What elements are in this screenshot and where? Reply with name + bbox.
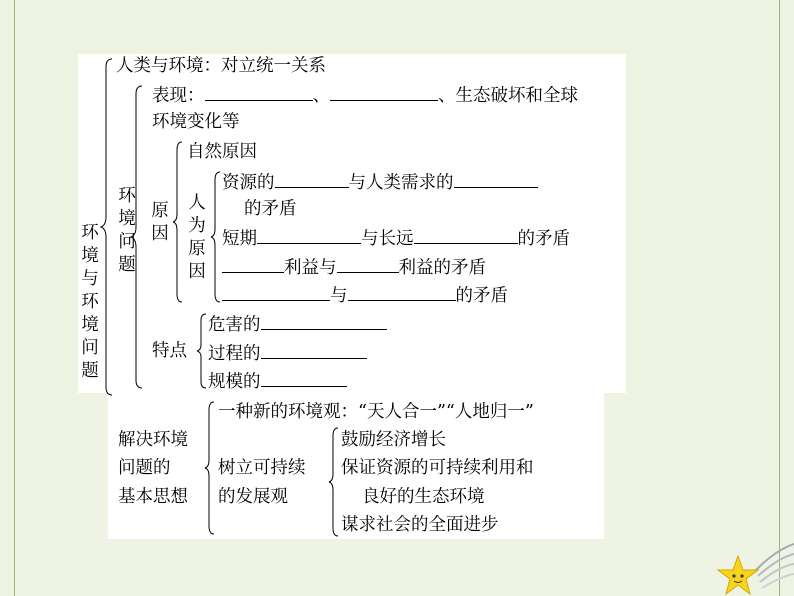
h1-text-a: 资源的 xyxy=(222,173,275,193)
manifest-line xyxy=(152,84,578,106)
manifest-suffix: 、生态破坏和全球 xyxy=(438,86,578,106)
brace-solution xyxy=(204,400,216,536)
brace-root xyxy=(100,57,114,397)
manifest-blank-2 xyxy=(330,84,438,101)
f2-blank xyxy=(261,342,367,359)
feature-label: 特点 xyxy=(152,341,187,361)
f3-text: 规模的 xyxy=(208,372,261,392)
brace-human xyxy=(210,170,222,304)
solution-label-2: 问题的 xyxy=(118,458,171,478)
manifest-sep: 、 xyxy=(312,86,330,106)
relation-text: 人类与环境：对立统一关系 xyxy=(116,56,326,76)
h3-blank-1 xyxy=(222,256,284,273)
cause-label: 原因 xyxy=(151,201,169,244)
f1-text: 危害的 xyxy=(208,315,261,335)
root-label: 环境与环境问题 xyxy=(81,223,99,381)
h4-blank-1 xyxy=(222,284,330,301)
h3-text-b: 利益的矛盾 xyxy=(398,258,486,278)
env-problem-label: 环境问题 xyxy=(118,186,136,275)
sustainable-item-1: 鼓励经济增长 xyxy=(341,430,446,450)
h2-blank-2 xyxy=(414,227,518,244)
f2-text: 过程的 xyxy=(208,344,261,364)
f1-blank xyxy=(261,313,387,330)
sustainable-item-2: 保证资源的可持续利用和 xyxy=(341,458,534,478)
sustainable-item-2b: 良好的生态环境 xyxy=(362,487,485,507)
manifest-prefix: 表现： xyxy=(152,86,205,106)
h2-text-b: 与长远 xyxy=(361,229,414,249)
brace-cause xyxy=(172,140,184,304)
sustainable-label-2: 的发展观 xyxy=(218,487,288,507)
brace-sustainable xyxy=(328,426,340,538)
human-cause-3 xyxy=(222,256,486,278)
solution-label-3: 基本思想 xyxy=(118,487,188,507)
f3-blank xyxy=(261,370,347,387)
h4-text-b: 的矛盾 xyxy=(455,286,508,306)
h1-text-b: 与人类需求的 xyxy=(348,173,454,193)
sustainable-item-3: 谋求社会的全面进步 xyxy=(341,515,499,535)
natural-cause: 自然原因 xyxy=(187,142,257,162)
h4-text-a: 与 xyxy=(330,286,348,306)
human-cause-1 xyxy=(222,171,538,193)
h4-blank-2 xyxy=(348,284,456,301)
star-icon xyxy=(716,530,794,596)
solution-label-1: 解决环境 xyxy=(118,430,188,450)
sustainable-label-1: 树立可持续 xyxy=(218,458,306,478)
human-cause-4 xyxy=(222,284,508,306)
h3-text-a: 利益与 xyxy=(284,258,337,278)
feature-1 xyxy=(208,313,387,335)
manifest-line-2: 环境变化等 xyxy=(152,112,240,132)
human-cause-1b: 的矛盾 xyxy=(244,199,297,219)
feature-3 xyxy=(208,370,347,392)
h1-blank-1 xyxy=(275,171,349,188)
h2-blank-1 xyxy=(257,227,361,244)
h1-blank-2 xyxy=(454,171,538,188)
environment-view: 一种新的环境观：“天人合一”“人地归一” xyxy=(218,402,534,422)
h2-text-c: 的矛盾 xyxy=(517,229,570,249)
manifest-blank-1 xyxy=(205,84,313,101)
h3-blank-2 xyxy=(337,256,399,273)
human-cause-2 xyxy=(222,227,570,249)
human-cause-label: 人为原因 xyxy=(188,193,206,282)
brace-feature xyxy=(196,312,208,390)
feature-2 xyxy=(208,342,367,364)
h2-text-a: 短期 xyxy=(222,229,257,249)
